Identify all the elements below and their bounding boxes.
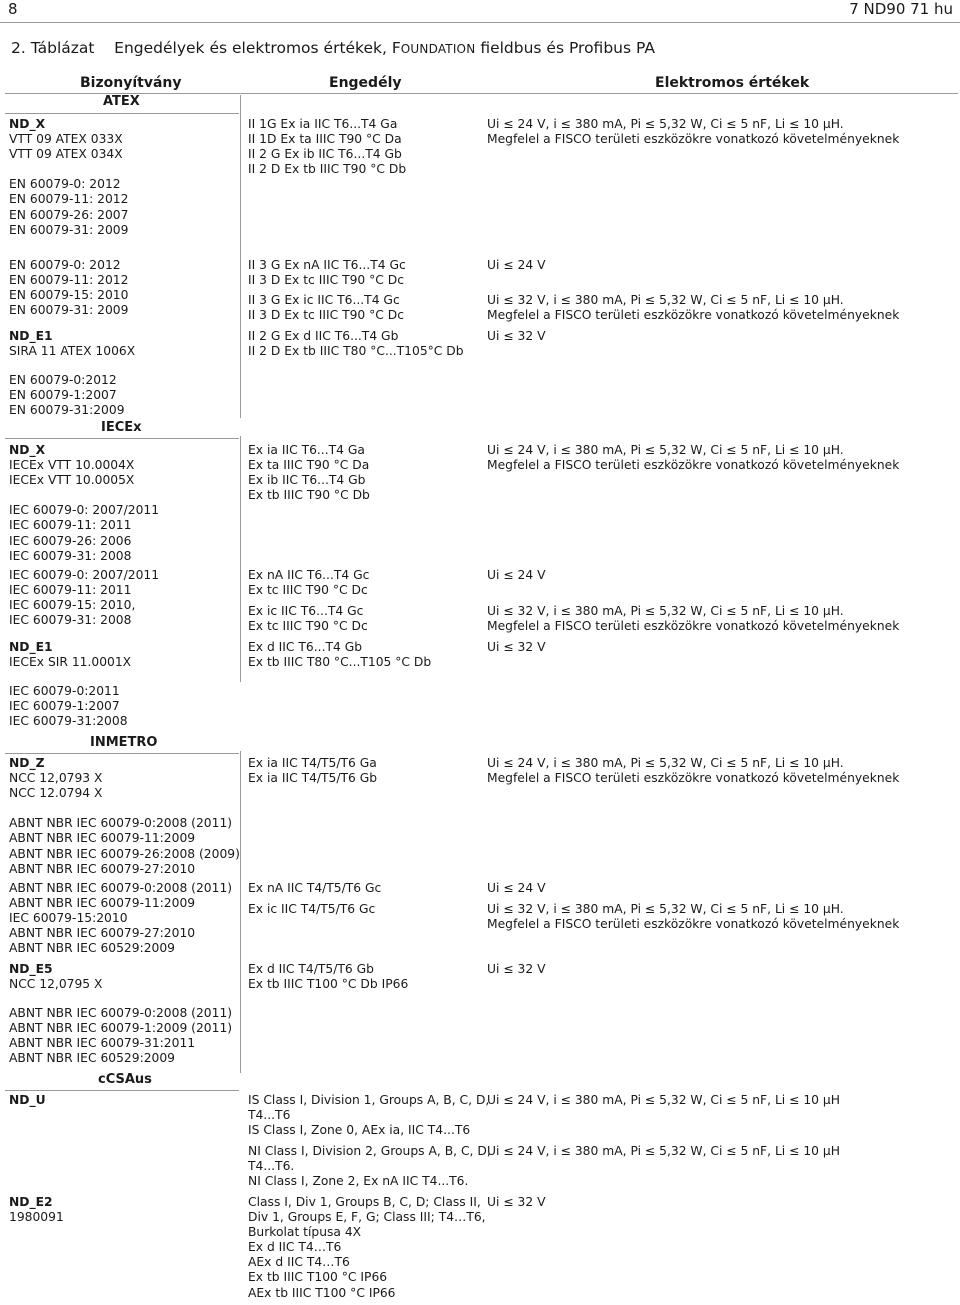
text-line: ND_Z [9, 756, 45, 770]
text-line: Ui ≤ 24 V, i ≤ 380 mA, Pi ≤ 5,32 W, Ci ≤ 5 nF, Li ≤ 10 µH. [487, 756, 844, 770]
text-line: Burkolat típusa 4X [248, 1225, 362, 1240]
text-line: II 3 D Ex tc IIIC T90 °C Dc [248, 308, 405, 323]
text-line: NCC 12,0793 X [9, 771, 103, 786]
page-number: 8 [8, 0, 18, 18]
atex-row1-electrical [487, 117, 899, 147]
text-line: NCC 12.0794 X [9, 786, 103, 801]
ccsaus-row3-approval [248, 1195, 486, 1301]
text-line: IEC 60079-1:2007 [9, 699, 120, 714]
column-header-electrical: Elektromos értékek [655, 75, 810, 91]
column-header-approval: Engedély [329, 75, 402, 91]
atex-row3-certificate [9, 329, 135, 359]
group-header-iecex: IECEx [101, 420, 142, 435]
text-line: IECEx VTT 10.0004X [9, 458, 135, 473]
text-line: Ex tb IIIC T100 °C IP66 [248, 1270, 388, 1285]
text-line: EN 60079-11: 2012 [9, 273, 129, 288]
inmetro-row3-electrical [487, 902, 899, 932]
text-line: Ex ia IIC T4/T5/T6 Ga [248, 756, 377, 770]
text-line: IEC 60079-0:2011 [9, 684, 120, 698]
group-rule [5, 753, 239, 754]
text-line: EN 60079-0: 2012 [9, 258, 121, 272]
text-line: VTT 09 ATEX 033X [9, 132, 123, 147]
text-line: ABNT NBR IEC 60079-27:2010 [9, 861, 196, 876]
text-line: ABNT NBR IEC 60529:2009 [9, 1051, 176, 1066]
inmetro-row4-certificate [9, 1006, 232, 1066]
text-line: Ex tb IIIC T90 °C Db [248, 488, 370, 503]
atex-row3-electrical [487, 293, 899, 323]
text-line: ABNT NBR IEC 60529:2009 [9, 941, 176, 956]
text-line: IS Class I, Division 1, Groups A, B, C, D, [248, 1093, 490, 1107]
text-line: II 3 D Ex tc IIIC T90 °C Dc [248, 273, 405, 288]
text-line: Ex d IIC T6...T4 Gb [248, 640, 363, 654]
text-line: Ex nA IIC T4/T5/T6 Gc [248, 881, 382, 895]
text-line: ABNT NBR IEC 60079-0:2008 (2011) [9, 881, 233, 895]
text-line: AEx d IIC T4…T6 [248, 1255, 350, 1270]
text-line: NCC 12,0795 X [9, 977, 103, 992]
ccsaus-row1-certificate [9, 1093, 46, 1108]
text-line: ABNT NBR IEC 60079-11:2009 [9, 896, 196, 911]
text-line: Ui ≤ 32 V, i ≤ 380 mA, Pi ≤ 5,32 W, Ci ≤ 5 nF, Li ≤ 10 µH. [487, 902, 844, 916]
group-rule [5, 1090, 239, 1091]
text-line: IEC 60079-26: 2006 [9, 533, 132, 548]
text-line: IEC 60079-31: 2008 [9, 548, 132, 563]
atex-row2-approval [248, 258, 406, 288]
text-line: IEC 60079-31:2008 [9, 714, 128, 729]
text-line: II 2 D Ex tb IIIC T80 °C...T105°C Db [248, 344, 464, 359]
ccsaus-row1-electrical [487, 1093, 840, 1108]
text-line: Div 1, Groups E, F, G; Class III; T4…T6, [248, 1210, 486, 1225]
text-line: IEC 60079-0: 2007/2011 [9, 503, 160, 518]
text-line [9, 162, 128, 177]
inmetro-row2-certificate [9, 881, 232, 956]
text-line: EN 60079-0:2012 [9, 373, 117, 387]
text-line: Ex ia IIC T6...T4 Ga [248, 443, 365, 457]
text-line: II 1D Ex ta IIIC T90 °C Da [248, 132, 402, 147]
text-line: NI Class I, Division 2, Groups A, B, C, D, [248, 1144, 491, 1158]
text-line: Ui ≤ 24 V, i ≤ 380 mA, Pi ≤ 5,32 W, Ci ≤ 5 nF, Li ≤ 10 µH. [487, 117, 844, 131]
atex-row4-electrical [487, 329, 546, 344]
text-line: Ui ≤ 24 V, i ≤ 380 mA, Pi ≤ 5,32 W, Ci ≤ 5 nF, Li ≤ 10 µH. [487, 443, 844, 457]
iecex-row4-certificate [9, 684, 128, 729]
text-line: ND_E1 [9, 329, 53, 343]
iecex-row1-certificate [9, 443, 159, 564]
text-line: Ex d IIC T4…T6 [248, 1240, 342, 1255]
inmetro-row1-certificate [9, 756, 240, 877]
text-line: Ex nA IIC T6...T4 Gc [248, 568, 370, 582]
text-line: Class I, Div 1, Groups B, C, D; Class II, [248, 1195, 481, 1209]
text-line: Ui ≤ 32 V [487, 329, 546, 343]
text-line: VTT 09 ATEX 034X [9, 147, 123, 162]
text-line: Ex tc IIIC T90 °C Dc [248, 619, 368, 634]
text-line: Ex ic IIC T4/T5/T6 Gc [248, 902, 376, 916]
text-line: Ui ≤ 24 V, i ≤ 380 mA, Pi ≤ 5,32 W, Ci ≤ 5 nF, Li ≤ 10 µH [487, 1144, 840, 1158]
text-line: Ui ≤ 32 V, i ≤ 380 mA, Pi ≤ 5,32 W, Ci ≤ 5 nF, Li ≤ 10 µH. [487, 604, 844, 618]
text-line: II 2 G Ex ib IIC T6...T4 Gb [248, 147, 402, 162]
inmetro-row1-approval [248, 756, 377, 786]
text-line: IEC 60079-31: 2008 [9, 613, 132, 628]
text-line: Ui ≤ 32 V [487, 640, 546, 654]
text-line: IEC 60079-11: 2011 [9, 583, 132, 598]
iecex-row4-approval [248, 640, 431, 670]
text-line: IS Class I, Zone 0, AEx ia, IIC T4...T6 [248, 1123, 471, 1138]
group-header-inmetro: INMETRO [90, 735, 158, 750]
text-line: Ex d IIC T4/T5/T6 Gb [248, 962, 374, 976]
text-line: ABNT NBR IEC 60079-27:2010 [9, 926, 196, 941]
text-line: IEC 60079-15:2010 [9, 911, 128, 926]
text-line: Ex ia IIC T4/T5/T6 Gb [248, 771, 378, 786]
text-line: 1980091 [9, 1210, 64, 1225]
text-line: Ex ib IIC T6...T4 Gb [248, 473, 366, 488]
iecex-row2-electrical [487, 568, 546, 583]
text-line: ND_X [9, 117, 46, 131]
text-line: SIRA 11 ATEX 1006X [9, 344, 136, 359]
text-line: EN 60079-15: 2010 [9, 288, 129, 303]
text-line: NI Class I, Zone 2, Ex nA IIC T4...T6. [248, 1174, 469, 1189]
text-line: ABNT NBR IEC 60079-1:2009 (2011) [9, 1021, 233, 1036]
text-line: II 2 G Ex d IIC T6...T4 Gb [248, 329, 399, 343]
text-line: AEx tb IIIC T100 °C IP66 [248, 1285, 396, 1300]
text-line: Ui ≤ 24 V [487, 881, 546, 895]
inmetro-row1-electrical [487, 756, 899, 786]
text-line: T4...T6 [248, 1108, 291, 1123]
atex-row3-approval [248, 293, 404, 323]
text-line: ABNT NBR IEC 60079-26:2008 (2009) [9, 846, 240, 861]
text-line: ND_X [9, 443, 46, 457]
text-line: IECEx VTT 10.0005X [9, 473, 135, 488]
text-line: ABNT NBR IEC 60079-31:2011 [9, 1036, 196, 1051]
group-header-atex: ATEX [103, 94, 140, 109]
atex-row4-certificate [9, 373, 125, 418]
column-divider [240, 95, 241, 418]
iecex-row3-certificate [9, 640, 131, 670]
text-line: Ex tb IIIC T100 °C Db IP66 [248, 977, 409, 992]
column-header-certificate: Bizonyítvány [80, 75, 182, 91]
text-line: Ui ≤ 24 V [487, 568, 546, 582]
text-line: EN 60079-31:2009 [9, 403, 125, 418]
inmetro-row2-approval [248, 881, 381, 896]
text-line: Ui ≤ 24 V [487, 258, 546, 272]
text-line: Megfelel a FISCO területi eszközökre vonatkozó követelményeknek [487, 132, 900, 147]
text-line: IEC 60079-15: 2010, [9, 598, 136, 613]
header-rule [0, 22, 960, 23]
text-line: Ex tc IIIC T90 °C Dc [248, 583, 368, 598]
iecex-row2-certificate [9, 568, 159, 628]
inmetro-row2-electrical [487, 881, 546, 896]
iecex-row3-electrical [487, 604, 899, 634]
text-line: Megfelel a FISCO területi eszközökre vonatkozó követelményeknek [487, 308, 900, 323]
text-line: T4...T6. [248, 1159, 295, 1174]
text-line: II 1G Ex ia IIC T6...T4 Ga [248, 117, 398, 131]
text-line: Megfelel a FISCO területi eszközökre vonatkozó követelményeknek [487, 619, 900, 634]
text-line: EN 60079-31: 2009 [9, 303, 129, 318]
document-reference: 7 ND90 71 hu [849, 0, 953, 18]
text-line: ABNT NBR IEC 60079-0:2008 (2011) [9, 816, 233, 831]
inmetro-row4-approval [248, 962, 408, 992]
ccsaus-row2-approval [248, 1144, 491, 1189]
text-line: ND_E5 [9, 962, 53, 976]
text-line: IEC 60079-11: 2011 [9, 518, 132, 533]
text-line: Ex ta IIIC T90 °C Da [248, 458, 370, 473]
text-line: Ui ≤ 32 V [487, 962, 546, 976]
text-line: IEC 60079-0: 2007/2011 [9, 568, 160, 582]
column-divider [240, 751, 241, 1073]
column-divider [240, 436, 241, 682]
text-line: EN 60079-11: 2012 [9, 192, 129, 207]
text-line: EN 60079-0: 2012 [9, 177, 121, 192]
inmetro-row4-electrical [487, 962, 546, 977]
text-line: Ui ≤ 32 V, i ≤ 380 mA, Pi ≤ 5,32 W, Ci ≤ 5 nF, Li ≤ 10 µH. [487, 293, 844, 307]
atex-row2-electrical [487, 258, 546, 273]
text-line: ABNT NBR IEC 60079-0:2008 (2011) [9, 1006, 233, 1020]
group-rule [5, 113, 239, 114]
inmetro-row3-approval [248, 902, 375, 917]
text-line: II 2 D Ex tb IIIC T90 °C Db [248, 162, 407, 177]
group-rule [5, 438, 239, 439]
text-line: Ui ≤ 32 V [487, 1195, 546, 1209]
text-line: Megfelel a FISCO területi eszközökre vonatkozó követelményeknek [487, 771, 900, 786]
text-line [9, 488, 159, 503]
iecex-row3-approval [248, 604, 368, 634]
ccsaus-row3-certificate [9, 1195, 64, 1225]
text-line: ND_E1 [9, 640, 53, 654]
group-header-ccsaus: cCSAus [98, 1072, 152, 1087]
text-line: EN 60079-26: 2007 [9, 207, 129, 222]
text-line: Ex tb IIIC T80 °C...T105 °C Db [248, 655, 432, 670]
ccsaus-row3-electrical [487, 1195, 546, 1210]
iecex-row1-approval [248, 443, 370, 503]
text-line: EN 60079-31: 2009 [9, 222, 129, 237]
text-line: II 3 G Ex nA IIC T6...T4 Gc [248, 258, 406, 272]
atex-row2-certificate [9, 258, 128, 318]
text-line: ABNT NBR IEC 60079-11:2009 [9, 831, 196, 846]
ccsaus-row1-approval [248, 1093, 489, 1138]
text-line: ND_E2 [9, 1195, 53, 1209]
table-caption: 2. Táblázat Engedélyek és elektromos értékek, FOUNDATION fieldbus és Profibus PA [11, 39, 655, 57]
text-line: Megfelel a FISCO területi eszközökre vonatkozó követelményeknek [487, 458, 900, 473]
text-line: IECEx SIR 11.0001X [9, 655, 132, 670]
atex-row4-approval [248, 329, 464, 359]
text-line: Ui ≤ 24 V, i ≤ 380 mA, Pi ≤ 5,32 W, Ci ≤ 5 nF, Li ≤ 10 µH [487, 1093, 840, 1107]
text-line [9, 801, 240, 816]
ccsaus-row2-electrical [487, 1144, 840, 1159]
atex-row1-approval [248, 117, 406, 177]
text-line: Megfelel a FISCO területi eszközökre vonatkozó követelményeknek [487, 917, 900, 932]
column-header-rule [5, 93, 958, 94]
text-line: EN 60079-1:2007 [9, 388, 117, 403]
iecex-row2-approval [248, 568, 369, 598]
text-line: Ex ic IIC T6...T4 Gc [248, 604, 364, 618]
iecex-row1-electrical [487, 443, 899, 473]
atex-row1-certificate [9, 117, 128, 238]
inmetro-row3-certificate [9, 962, 102, 992]
text-line: II 3 G Ex ic IIC T6...T4 Gc [248, 293, 400, 307]
iecex-row4-electrical [487, 640, 546, 655]
text-line: ND_U [9, 1093, 46, 1107]
